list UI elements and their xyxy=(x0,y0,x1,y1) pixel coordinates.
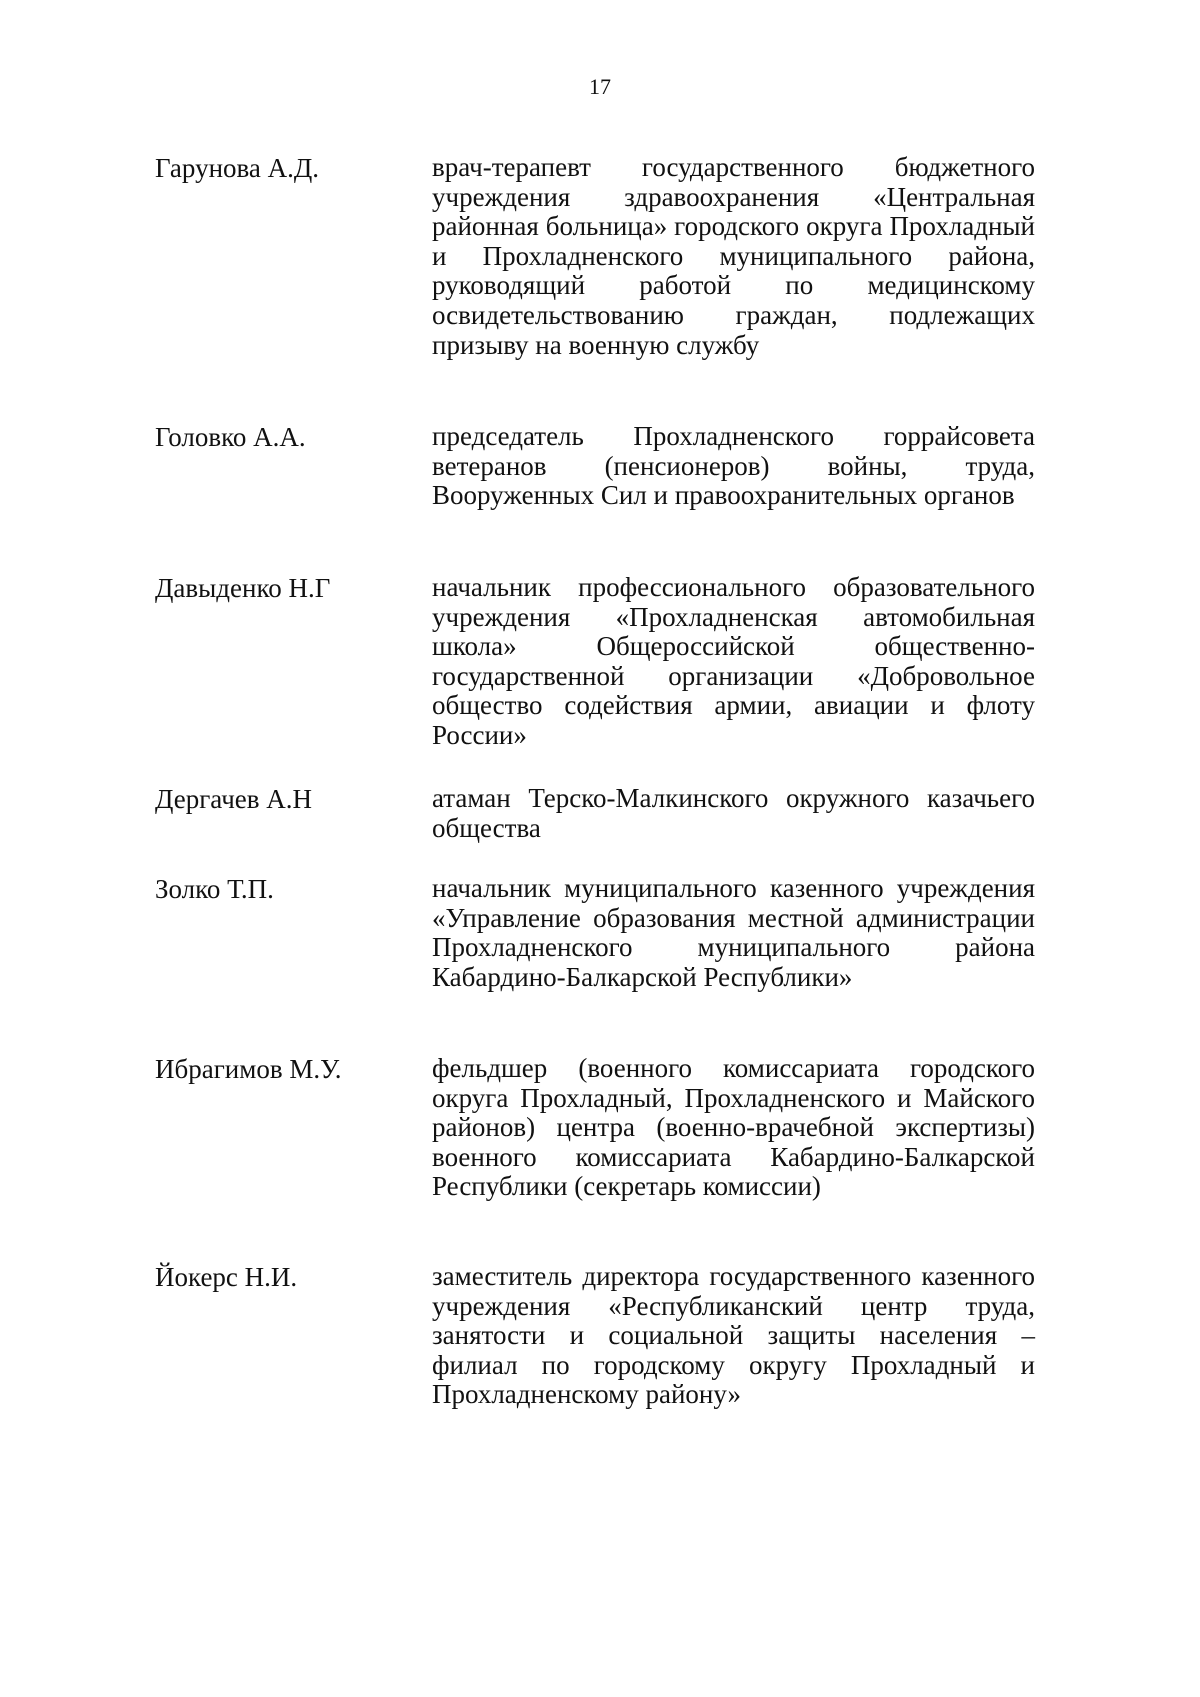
member-name: Йокерс Н.И. xyxy=(155,1262,298,1292)
member-name: Головко А.А. xyxy=(155,422,306,452)
member-name: Гарунова А.Д. xyxy=(155,153,320,183)
member-name: Ибрагимов М.У. xyxy=(155,1054,342,1084)
member-position: атаман Терско-Малкинского окружного казачьего общества xyxy=(432,783,1035,843)
member-position: врач-терапевт государственного бюджетного учреждения здравоохранения «Центральная районная больница» городского округа Прохладный и Прохладненского муниципального района, руководящий работой по медицинскому освидетельствованию граждан, подлежащих призыву на военную службу xyxy=(432,152,1035,360)
member-name: Золко Т.П. xyxy=(155,874,274,904)
member-name: Дергачев А.Н xyxy=(155,784,313,814)
member-position: фельдшер (военного комиссариата городского округа Прохладный, Прохладненского и Майского районов) центра (военно-врачебной экспертизы) военного комиссариата Кабардино-Балкарской Республики (секретарь комиссии) xyxy=(432,1053,1035,1202)
member-position: заместитель директора государственного казенного учреждения «Республиканский центр труда, занятости и социальной защиты населения – филиал по городскому округу Прохладный и Прохладненскому району» xyxy=(432,1261,1035,1410)
member-position: начальник муниципального казенного учреждения «Управление образования местной администрации Прохладненского муниципального района Кабардино-Балкарской Республики» xyxy=(432,873,1035,992)
member-name: Давыденко Н.Г xyxy=(155,573,331,603)
page-number: 17 xyxy=(589,74,611,99)
member-position: председатель Прохладненского горрайсовета ветеранов (пенсионеров) войны, труда, Вооруженных Сил и правоохранительных органов xyxy=(432,421,1035,511)
member-position: начальник профессионального образовательного учреждения «Прохладненская автомобильная школа» Общероссийской общественно-государственной организации «Добровольное общество содействия армии, авиации и флоту России» xyxy=(432,572,1035,750)
